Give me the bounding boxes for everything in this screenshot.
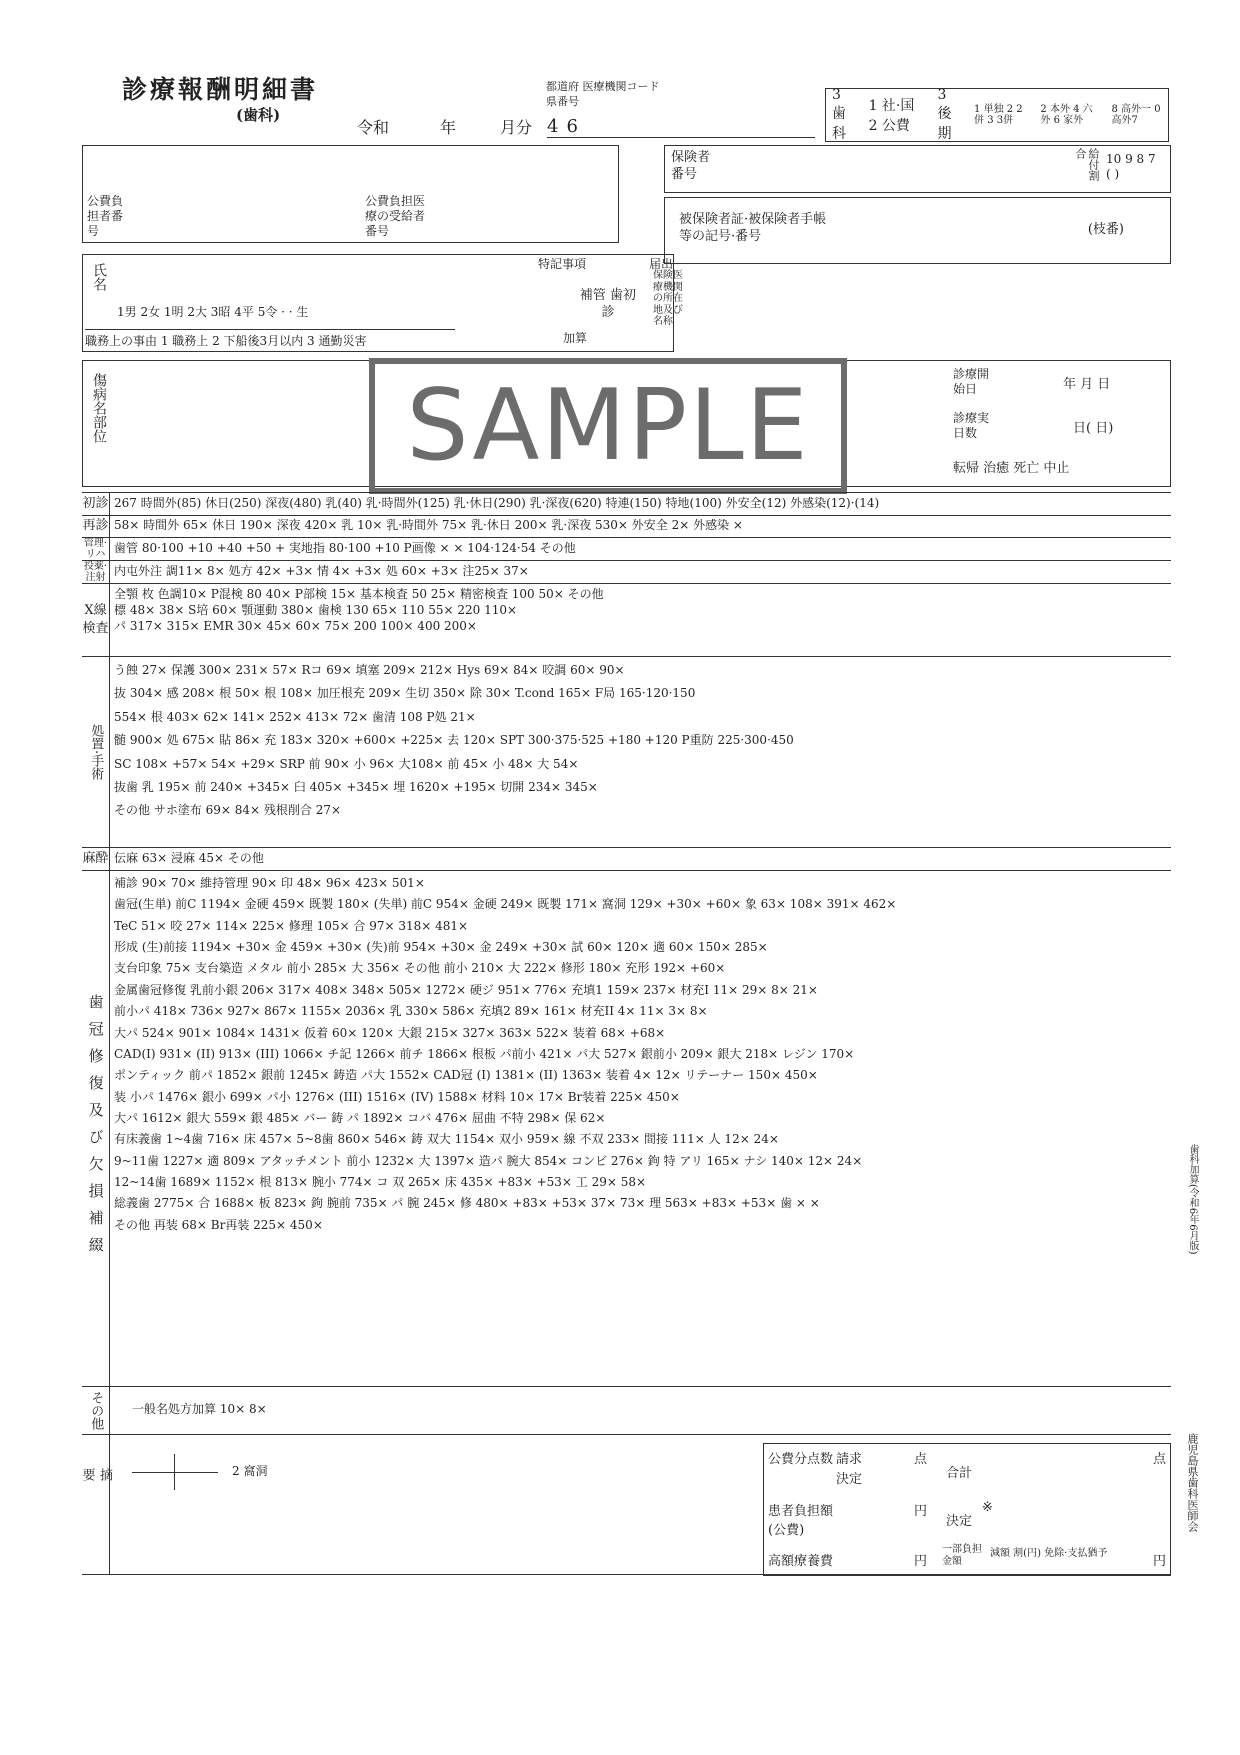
row-label: 再診 <box>82 515 110 537</box>
special-notes-label: 特記事項 <box>538 257 587 271</box>
table-row[interactable] <box>82 848 1171 871</box>
treatment-table <box>79 492 1171 1574</box>
table-row[interactable] <box>82 1387 1171 1435</box>
work-reason-options: 1 職務上 2 下船後3月以内 3 通勤災害 <box>160 334 367 348</box>
insured-card-box[interactable] <box>664 197 1171 264</box>
recipient-number-label: 公費負担医療の受給者番号 <box>365 194 426 238</box>
patient-charge-unit: 円 <box>914 1504 928 1519</box>
reduction-options: 減額 割(円) 免除·支払猶予 <box>990 1548 1108 1559</box>
sex-era-options: 1男 2女 1明 2大 3昭 4平 5令 · · 生 <box>117 305 309 319</box>
table-row[interactable] <box>82 561 1171 584</box>
public-points-label: 公費分点数 <box>768 1452 834 1467</box>
row-label: 管理·リハ <box>82 538 110 560</box>
facility-label: 保険医療機関の所在地及び名称 <box>653 270 683 327</box>
row-label: 初診 <box>82 493 110 515</box>
row-label: 処置·手術 <box>82 657 110 847</box>
patient-charge-label: 患者負担額(公費) <box>768 1504 834 1538</box>
code-insurance: 1 社·国 2 公費 <box>868 98 915 134</box>
table-row[interactable] <box>82 871 1171 1387</box>
insured-card-label: 被保険者証·被保険者手帳等の記号·番号 <box>679 212 827 244</box>
row-label: 摘要 <box>82 1435 110 1574</box>
start-date-label: 診療開始日 <box>953 367 990 396</box>
branch-number-label: (枝番) <box>1087 222 1124 237</box>
row-text: 歯管 80·100 +10 +40 +50 + 実地指 80·100 +10 P画像 × × 104·124·54 その他 <box>114 541 576 555</box>
partial-payment-label: 一部負担金額 <box>942 1544 982 1567</box>
row-text: 内屯外注 調11× 8× 処方 42× +3× 情 4× +3× 処 60× +3× 注25× 37× <box>114 564 529 578</box>
table-row[interactable] <box>82 538 1171 561</box>
decision-label: 決定 <box>836 1472 863 1487</box>
code-high-outpatient: 8 高外一 0 高外7 <box>1111 103 1161 126</box>
tooth-chart-h <box>132 1472 218 1473</box>
start-date-value: 年 月 日 <box>1063 377 1111 392</box>
table-row[interactable] <box>82 515 1171 538</box>
month-label: 月分 <box>500 118 533 137</box>
notification-label: 届出 <box>649 257 674 271</box>
benefit-ratio-values: 10 9 8 7 ( ) <box>1106 152 1156 181</box>
pref-label: 都道府 医療機関コード <box>546 80 660 93</box>
code-elderly: 3 後期 <box>937 87 952 142</box>
pref-code: 46 <box>547 116 815 138</box>
row-label: 麻酔 <box>82 848 110 870</box>
claim-point-unit: 点 <box>914 1452 928 1467</box>
row-text: 伝麻 63× 浸麻 45× その他 <box>114 851 264 865</box>
insurer-number-label: 保険者番号 <box>671 150 711 182</box>
code-dental: 3 歯科 <box>832 87 846 142</box>
row-text: 267 時間外(85) 休日(250) 深夜(480) 乳(40) 乳·時間外(125) 乳·休日(290) 乳·深夜(620) 特連(150) 特地(100) 外安全(12) 外感染(12)·(14) <box>114 496 880 510</box>
total-point-unit: 点 <box>1152 1452 1166 1467</box>
row-text: 一般名処方加算 10× 8× <box>132 1402 267 1416</box>
association-name: 鹿児島県歯科医師会 <box>1186 1433 1199 1532</box>
totals-box[interactable] <box>763 1443 1171 1576</box>
table-row[interactable] <box>82 584 1171 657</box>
insurer-number-box[interactable] <box>664 145 1171 193</box>
row-text: う蝕 27× 保護 300× 231× 57× Rコ 69× 填塞 209× 212× Hys 69× 84× 咬調 60× 90× 抜 304× 感 208× 根 50× 根 108× 加圧根充 209× 生切 350× 除 30× T.cond 165× F局 165·120·150 554× 根 403× 62× 141× 252× 413× 72× 歯清 108 P処 21× 髄 900× 処 675× 貼 86× 充 183× 320× +600× +225× 去 120× SPT 300·375·525 +180 +120 P重防 225·300·450 SC 108× +57× 54× +29× SRP 前 90× 小 96× 大108× 前 45× 小 48× 大 54× 抜歯 乳 195× 前 240× +345× 臼 405× +345× 埋 1620× +195× 切開 234× 345× その他 サホ塗布 69× 84× 残根削合 27× <box>114 663 794 818</box>
row-label: 歯冠修復及び欠損補綴 <box>82 871 110 1386</box>
partial-yen-unit: 円 <box>1152 1554 1166 1569</box>
high-cost-label: 高額療養費 <box>768 1554 834 1569</box>
row-label: その他 <box>82 1387 110 1434</box>
work-reason-label: 職務上の事由 <box>85 334 158 348</box>
actual-days-label: 診療実日数 <box>953 411 990 440</box>
table-row[interactable] <box>82 657 1171 848</box>
code-outpatient: 2 本外 4 六外 6 家外 <box>1040 103 1093 126</box>
name-label: 氏名 <box>91 263 107 291</box>
code-combo: 1 単独 2 2併 3 3併 <box>974 103 1023 126</box>
row-text: 全顎 枚 色調10× P混検 80 40× P部検 15× 基本検査 50 25× 精密検査 100 50× その他 標 48× 38× S培 60× 顎運動 380× 歯検 130 65× 110 55× 220 110× パ 317× 315× EMR 30× 45× 60× 75× 200 100× 400 200× <box>114 587 604 634</box>
tooth-chart-v <box>174 1454 175 1490</box>
outcome-options: 転帰 治癒 死亡 中止 <box>953 461 1070 476</box>
diagnosis-side-label: 傷病名部位 <box>91 373 107 443</box>
total-label: 合計 <box>946 1466 973 1481</box>
row-label: X線検査 <box>82 584 110 656</box>
row-text: 補診 90× 70× 維持管理 90× 印 48× 96× 423× 501× 歯冠(生単) 前C 1194× 金硬 459× 既製 180× (失単) 前C 954× 金硬 249× 既製 171× 窩洞 129× +30× +60× 象 63× 108× 391× 462× TeC 51× 咬 27× 114× 225× 修理 105× 合 97× 318× 481× 形成 (生)前接 1194× +30× 金 459× +30× (失)前 954× +30× 金 249× +30× 試 60× 120× 適 60× 150× 285× 支台印象 75× 支台築造 メタル 前小 285× 大 356× その他 前小 210× 大 222× 修形 180× 充形 192× +60× 金属歯冠修復 乳前小銀 206× 317× 408× 348× 505× 1272× 硬ジ 951× 776× 充填1 159× 237× 材充I 11× 29× 8× 21× 前小パ 418× 736× 927× 867× 1155× 2036× 乳 330× 586× 充填2 89× 161× 材充II 4× 11× 3× 8× 大パ 524× 901× 1084× 1431× 仮着 60× 120× 大銀 215× 327× 363× 522× 装着 68× +68× CAD(I) 931× (II) 913× (III) 1066× チ記 1266× 前チ 1866× 根板 パ前小 421× パ大 527× 銀前小 209× 銀大 218× レジン 170× ポンティック 前パ 1852× 銀前 1245× 鋳造 パ大 1552× CAD冠 (I) 1381× (II) 1363× 装着 4× 12× リテーナー 150× 450× 装 小パ 1476× 銀小 699× パ小 1276× (III) 1516× (IV) 1588× 材料 10× 17× Br装着 225× 450× 大パ 1612× 銀大 559× 銀 485× バー 鋳 パ 1892× コバ 476× 屈曲 不特 298× 保 62× 有床義歯 1~4歯 716× 床 457× 5~8歯 860× 546× 鋳 双大 1154× 双小 959× 線 不双 233× 間接 111× 人 12× 24× 9~11歯 1227× 適 809× アタッチメント 前小 1232× 大 1397× 造パ 腕大 854× コンビ 276× 鉤 特 アリ 165× ナシ 140× 12× 24× 12~14歯 1689× 1152× 根 813× 腕小 774× コ 双 265× 床 435× +83× +53× 工 29× 58× 総義歯 2775× 合 1688× 板 823× 鉤 腕前 735× パ 腕 245× 修 480× +83× +53× 37× 73× 理 563× +83× +53× 歯 × × その他 再装 68× Br再装 225× 450× <box>114 876 897 1232</box>
year-label: 年 <box>440 118 457 137</box>
edition-note: 歯科加算(令和6年6月版) <box>1187 1144 1198 1255</box>
decision-asterisk: ※ <box>982 1500 993 1515</box>
pref-number-label: 県番号 <box>546 95 579 108</box>
row-text: 58× 時間外 65× 休日 190× 深夜 420× 乳 10× 乳·時間外 75× 乳·休日 200× 乳·深夜 530× 外安全 2× 外感染 × <box>114 518 743 532</box>
work-reason <box>85 329 455 349</box>
era-label: 令和 <box>357 118 390 137</box>
claim-type-codes <box>825 88 1169 142</box>
claim-label: 請求 <box>836 1452 863 1467</box>
form-subtitle: (歯科) <box>236 106 281 124</box>
payer-number-label: 公費負担者番号 <box>87 194 124 238</box>
benefit-ratio-label: 給付割合 <box>1073 148 1100 181</box>
final-decision-label: 決定 <box>946 1514 973 1529</box>
form-title: 診療報酬明細書 <box>122 75 319 104</box>
row-text: 2 窩洞 <box>232 1464 268 1478</box>
row-label: 投薬·注射 <box>82 561 110 583</box>
table-row[interactable] <box>82 492 1171 516</box>
high-cost-unit: 円 <box>914 1554 928 1569</box>
special-notes-value: 加算 <box>563 331 588 345</box>
notification-value: 補管 歯初診 <box>579 288 637 320</box>
public-payer-box[interactable] <box>82 145 619 243</box>
sample-watermark: SAMPLE <box>369 358 847 494</box>
actual-days-value: 日( 日) <box>1073 421 1114 436</box>
